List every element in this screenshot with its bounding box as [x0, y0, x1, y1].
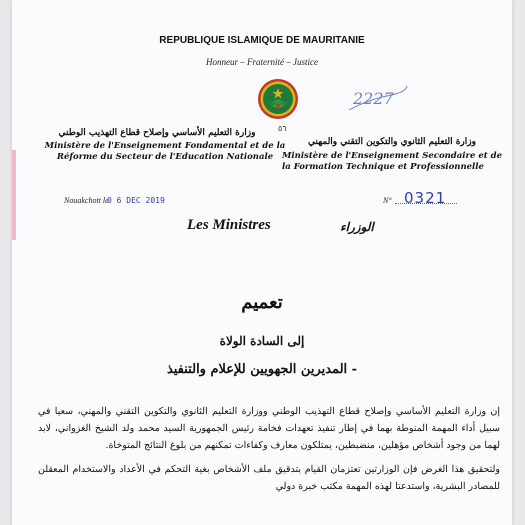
addressee-sub: - المديرين الجهويين للإعلام والتنفيذ [166, 362, 358, 377]
svg-text:2227: 2227 [353, 89, 394, 108]
national-motto: Honneur – Fraternité – Justice [206, 57, 318, 67]
left-ministry-french: Ministère de l'Enseignement Fondamental et de la Réforme du Secteur de l'Education Nationale [44, 141, 286, 162]
body-paragraph: ولتحقيق هذا الغرض فإن الوزارتين تعتزمان القيام بتدقيق ملف الأشخاص بغية التحكم في الأعداد والاستخدام المعقلن للمصادر البشرية، واستدعتا لهذه المهمة مكتب خبرة دولي [38, 464, 500, 492]
signatory-french: Les Ministres [187, 217, 271, 233]
place-label: Nouakchott le [64, 196, 109, 205]
page-edge-mark [12, 150, 16, 240]
signatory-arabic: الوزراء [340, 220, 374, 234]
national-emblem-icon [257, 78, 299, 120]
document-page [12, 0, 512, 525]
date-stamp: 0 6 DEC 2019 [107, 196, 165, 205]
small-handwritten-mark: ٥٦ [278, 124, 287, 133]
right-ministry-french: Ministère de l'Enseignement Secondaire et de la Formation Technique et Professionnelle [282, 151, 502, 172]
left-ministry-arabic: وزارة التعليم الأساسي وإصلاح قطاع التهذيب الوطني [58, 128, 256, 138]
right-ministry-arabic: وزارة التعليم الثانوي والتكوين التقني والمهني [308, 137, 476, 147]
republic-heading: REPUBLIQUE ISLAMIQUE DE MAURITANIE [159, 35, 365, 46]
reference-number: 0321 [404, 189, 447, 207]
addressee: إلى السادة الولاة [219, 334, 305, 348]
number-label: N° [383, 196, 392, 205]
body-text [38, 403, 500, 502]
handwritten-number [347, 82, 409, 116]
document-title: تعميم [241, 292, 283, 313]
body-paragraph: إن وزارة التعليم الأساسي وإصلاح قطاع التهذيب الوطني ووزارة التعليم الثانوي والتكوين التقني والمهني، سعيا في سبيل أداء المهمة المنوطة بهما في إطار تنفيذ تعهدات فخامة رئيس الجمهورية السيد محمد ولد الشيخ الغزواني، لابد لهما من وجود أشخاص مؤهلين، منضبطين، يمتلكون معارف وكفاءات تمكنهم من بلوغ النتائج المتوخاة. [38, 406, 500, 451]
number-underline [395, 203, 457, 204]
